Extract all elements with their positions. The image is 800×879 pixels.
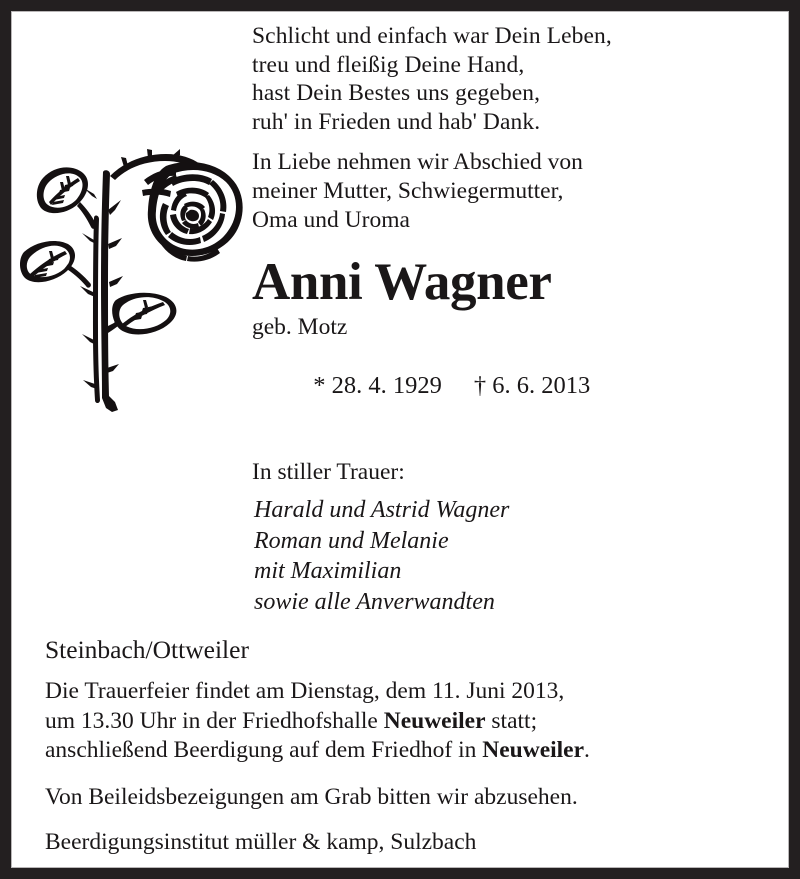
birth-date: 28. 4. 1929 (331, 372, 442, 400)
verse-line-2: treu und fleißig Deine Hand, (252, 51, 525, 78)
location-place: Steinbach/Ottweiler (45, 635, 249, 664)
ceremony-details (45, 677, 757, 766)
deceased-block (252, 254, 772, 431)
life-dates (252, 341, 772, 431)
mourner-line-3: mit Maximilian (254, 558, 402, 585)
verse-line-3: hast Dein Bestes uns gegeben, (252, 80, 541, 107)
ceremony-line-2-pre: um 13.30 Uhr in der Friedhofshalle (45, 707, 384, 734)
farewell-line-3: Oma und Uroma (252, 207, 410, 234)
verse-line-1: Schlicht und einfach war Dein Leben, (252, 23, 612, 49)
farewell-line-2: meiner Mutter, Schwiegermutter, (252, 178, 564, 205)
mourning-heading: In stiller Trauer: (252, 459, 405, 486)
rose-illustration (20, 140, 250, 430)
no-condolences-notice: Von Beileidsbezeigungen am Grab bitten wir abzusehen. (45, 783, 578, 810)
mourner-line-4: sowie alle Anverwandten (254, 588, 495, 615)
mourner-line-1: Harald und Astrid Wagner (254, 497, 510, 524)
death-date: 6. 6. 2013 (492, 372, 591, 400)
death-symbol: † (473, 372, 487, 400)
ceremony-line-2-post: statt; (485, 707, 538, 734)
funeral-home-credit: Beerdigungsinstitut müller & kamp, Sulzbach (45, 828, 477, 855)
notice-card (12, 12, 788, 867)
mourner-list (252, 495, 772, 617)
ceremony-line-3-post: . (584, 737, 590, 763)
maiden-name: geb. Motz (252, 314, 348, 341)
ceremony-line-1: Die Trauerfeier findet am Dienstag, dem 11. Juni 2013, (45, 678, 565, 704)
mourner-line-2: Roman und Melanie (254, 527, 449, 554)
bottom-details-column (45, 634, 757, 857)
farewell-statement (252, 148, 772, 235)
rose-icon (20, 140, 250, 430)
verse-line-4: ruh' in Frieden und hab' Dank. (252, 108, 541, 135)
ceremony-hall-name: Neuweiler (383, 707, 486, 734)
burial-cemetery-name: Neuweiler (482, 737, 585, 763)
main-text-column (252, 22, 772, 617)
memorial-verse (252, 22, 772, 136)
birth-symbol: * (313, 372, 326, 400)
farewell-line-1: In Liebe nehmen wir Abschied von (252, 149, 583, 176)
deceased-name: Anni Wagner (252, 253, 552, 312)
ceremony-line-3-pre: anschließend Beerdigung auf dem Friedhof in (45, 737, 483, 763)
ceremony-line-2 (45, 707, 757, 737)
ceremony-line-3 (45, 736, 757, 766)
